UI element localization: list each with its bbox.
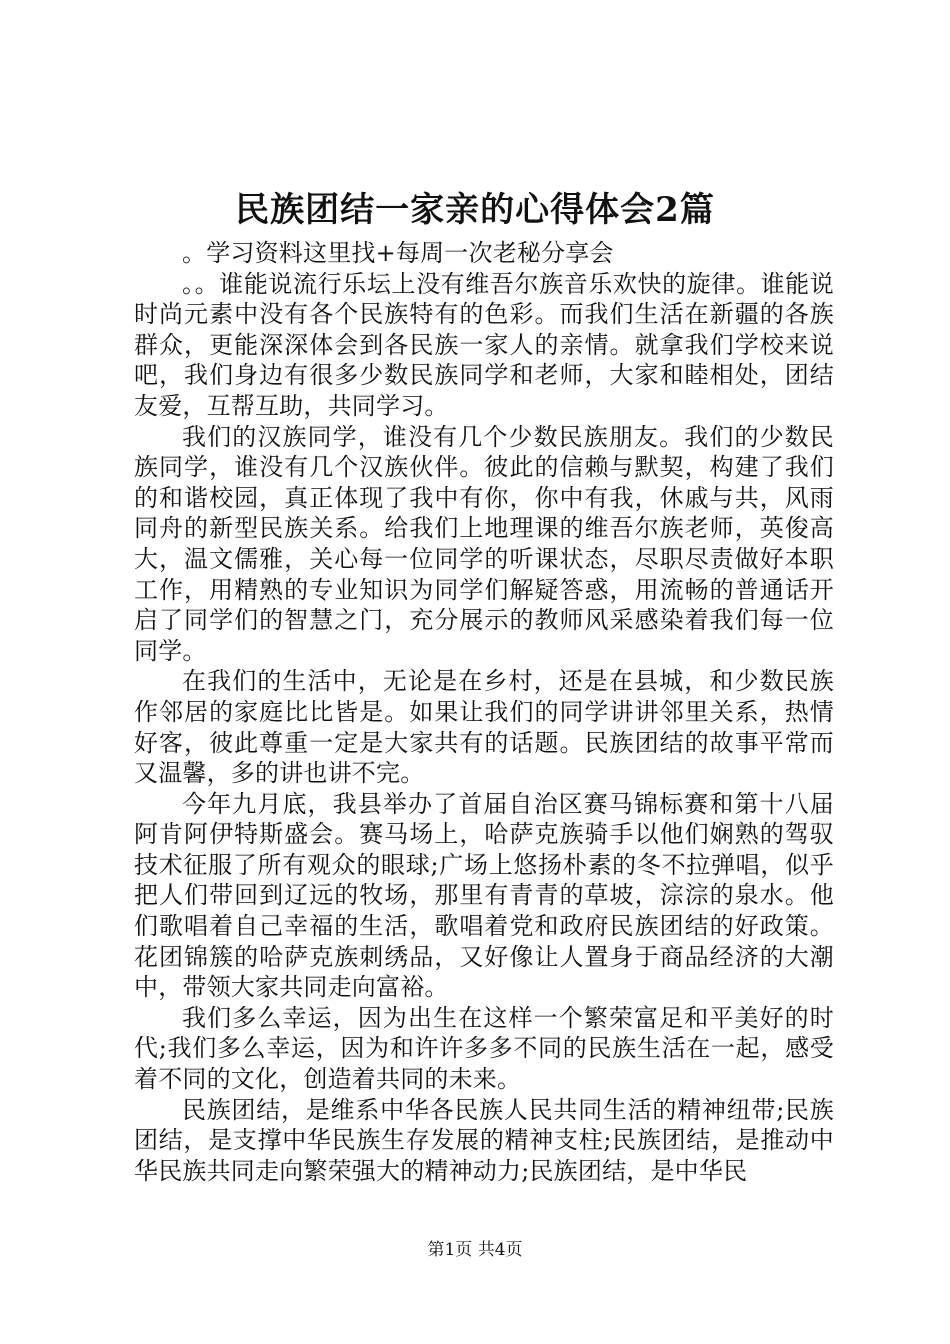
paragraph: 在我们的生活中，无论是在乡村，还是在县城，和少数民族作邻居的家庭比比皆是。如果让我们的同学讲讲邻里关系，热情好客，彼此尊重一定是大家共有的话题。民族团结的故事平常而又温馨，多的讲也讲不完。 xyxy=(134,667,834,788)
page-number-footer: 第1页 共4页 xyxy=(427,1240,523,1260)
paragraph: 民族团结，是维系中华各民族人民共同生活的精神纽带;民族团结，是支撑中华民族生存发展的精神支柱;民族团结，是推动中华民族共同走向繁荣强大的精神动力;民族团结，是中华民 xyxy=(134,1095,834,1185)
paragraph: 。。谁能说流行乐坛上没有维吾尔族音乐欢快的旋律。谁能说时尚元素中没有各个民族特有的色彩。而我们生活在新疆的各族群众，更能深深体会到各民族一家人的亲情。就拿我们学校来说吧，我们身边有很多少数民族同学和老师，大家和睦相处，团结友爱，互帮互助，共同学习。 xyxy=(134,269,834,420)
paragraph: 我们的汉族同学，谁没有几个少数民族朋友。我们的少数民族同学，谁没有几个汉族伙伴。彼此的信赖与默契，构建了我们的和谐校园，真正体现了我中有你，你中有我，休戚与共，风雨同舟的新型民族关系。给我们上地理课的维吾尔族老师，英俊高大，温文儒雅，关心每一位同学的听课状态，尽职尽责做好本职工作，用精熟的专业知识为同学们解疑答惑，用流畅的普通话开启了同学们的智慧之门，充分展示的教师风采感染着我们每一位同学。 xyxy=(134,422,834,665)
paragraph: 我们多么幸运，因为出生在这样一个繁荣富足和平美好的时代;我们多么幸运，因为和许许多多不同的民族生活在一起，感受着不同的文化，创造着共同的未来。 xyxy=(134,1003,834,1094)
document-body xyxy=(134,238,834,1186)
paragraph: 。学习资料这里找+每周一次老秘分享会 xyxy=(182,239,614,267)
paragraph: 今年九月底，我县举办了首届自治区赛马锦标赛和第十八届阿肯阿伊特斯盛会。赛马场上，哈萨克族骑手以他们娴熟的驾驭技术征服了所有观众的眼球;广场上悠扬朴素的冬不拉弹唱，似乎把人们带回到辽远的牧场，那里有青青的草坡，淙淙的泉水。他们歌唱着自己幸福的生活，歌唱着党和政府民族团结的好政策。花团锦簇的哈萨克族刺绣品，又好像让人置身于商品经济的大潮中，带领大家共同走向富裕。 xyxy=(134,789,834,1002)
document-title: 民族团结一家亲的心得体会2篇 xyxy=(235,190,715,230)
